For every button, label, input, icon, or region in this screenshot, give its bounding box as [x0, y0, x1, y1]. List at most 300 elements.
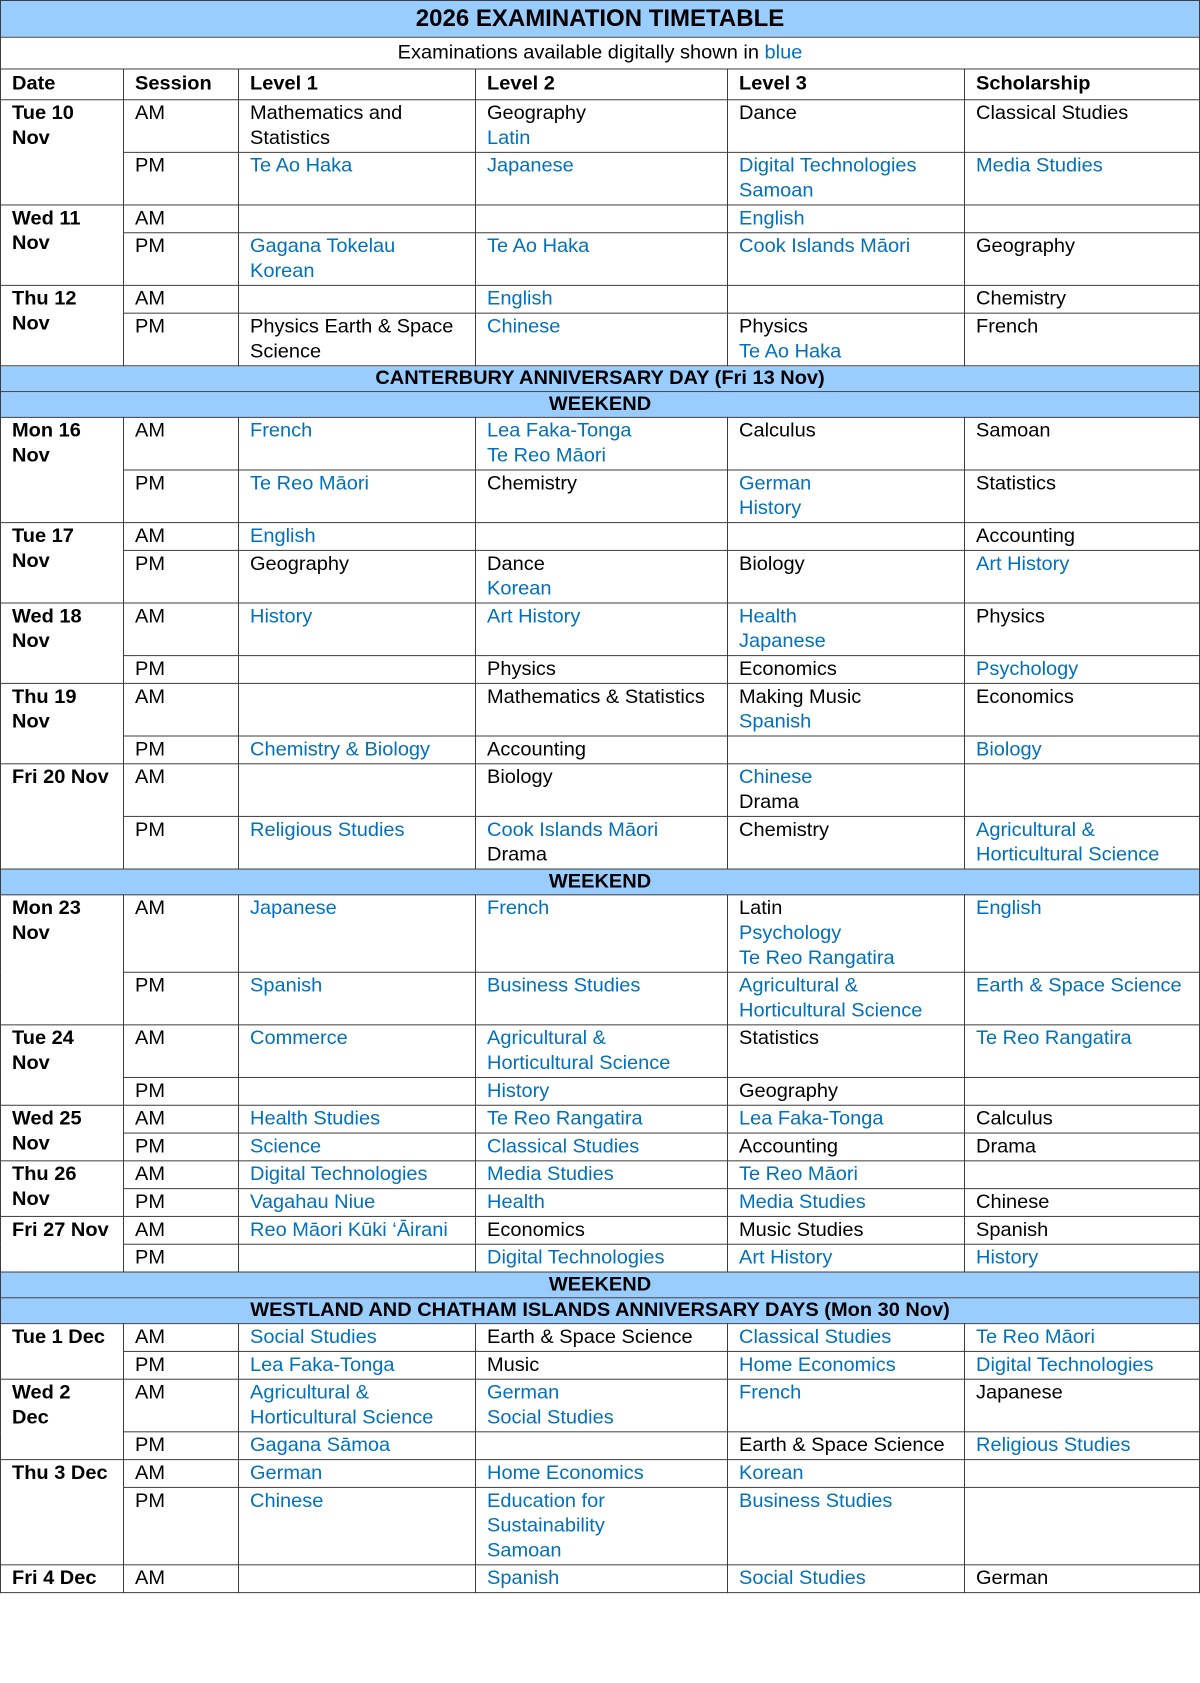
subject: Media Studies: [976, 154, 1103, 177]
subject: Agricultural & Horticultural Science: [250, 1381, 434, 1429]
date-cell: Tue 17 Nov: [1, 523, 124, 603]
subject: Te Reo Rangatira: [976, 1027, 1132, 1050]
subject: Latin: [739, 897, 783, 920]
subject: Accounting: [976, 525, 1075, 547]
date-cell: Mon 23 Nov: [1, 895, 124, 1025]
subject: German: [250, 1462, 323, 1484]
subject: Chemistry & Biology: [250, 738, 431, 761]
scholarship-cell: [965, 1244, 1200, 1272]
column-header-scholarship: Scholarship: [965, 69, 1200, 100]
banner-row: [1, 392, 1200, 418]
level3-cell: [728, 1565, 965, 1593]
level2-cell: [476, 1324, 728, 1352]
level2-cell: [476, 205, 728, 233]
subject: Japanese: [739, 630, 826, 653]
level1-cell: [239, 1324, 476, 1352]
subject: Biology: [487, 766, 553, 789]
level2-cell: [476, 1077, 728, 1105]
subject: French: [250, 419, 313, 442]
session-cell: AM: [124, 285, 239, 313]
subject: Art History: [739, 1246, 833, 1269]
level2-cell: [476, 1161, 728, 1189]
subject: Business Studies: [739, 1489, 893, 1512]
subject: Social Studies: [487, 1406, 614, 1429]
session-cell: PM: [124, 972, 239, 1025]
level3-cell: [728, 1487, 965, 1564]
subject: Making Music: [739, 685, 862, 708]
scholarship-cell: [965, 1189, 1200, 1217]
scholarship-cell: [965, 1565, 1200, 1593]
session-cell: PM: [124, 736, 239, 764]
level1-cell: [239, 683, 476, 736]
subject: Media Studies: [739, 1191, 866, 1213]
subject: Psychology: [976, 658, 1079, 680]
subject: Chinese: [739, 766, 813, 789]
scholarship-cell: [965, 205, 1200, 233]
subject: Te Ao Haka: [250, 154, 353, 177]
level2-cell: [476, 656, 728, 684]
subject: Classical Studies: [739, 1326, 892, 1348]
level2-cell: [476, 764, 728, 817]
scholarship-cell: [965, 1432, 1200, 1460]
level1-cell: [239, 603, 476, 656]
subject: Chemistry: [976, 287, 1067, 310]
subject: Gagana Tokelau: [250, 235, 396, 258]
session-row: [1, 550, 1200, 603]
level3-cell: [728, 205, 965, 233]
date-cell: Fri 20 Nov: [1, 764, 124, 869]
subject: Geography: [739, 1079, 838, 1102]
session-row: [1, 1432, 1200, 1460]
subject: Spanish: [976, 1218, 1049, 1241]
timetable-body: [1, 100, 1200, 1593]
subject: Geography: [487, 102, 586, 125]
level1-cell: [239, 470, 476, 523]
subject: Earth & Space Science: [739, 1434, 945, 1457]
subject: Te Reo Māori: [487, 444, 606, 467]
column-header-level3: Level 3: [728, 69, 965, 100]
column-header-date: Date: [1, 69, 124, 100]
session-cell: PM: [124, 656, 239, 684]
session-cell: AM: [124, 1565, 239, 1593]
date-cell: Wed 18 Nov: [1, 603, 124, 683]
level2-cell: [476, 100, 728, 153]
level2-cell: [476, 233, 728, 286]
session-cell: PM: [124, 1133, 239, 1161]
level1-cell: [239, 1244, 476, 1272]
page-title: 2026 EXAMINATION TIMETABLE: [1, 0, 1200, 37]
session-row: [1, 1105, 1200, 1133]
session-row: [1, 1216, 1200, 1244]
date-cell: Tue 24 Nov: [1, 1025, 124, 1105]
session-row: [1, 523, 1200, 551]
level3-cell: [728, 550, 965, 603]
banner-text: WEEKEND: [1, 392, 1200, 418]
scholarship-cell: [965, 656, 1200, 684]
scholarship-cell: [965, 1216, 1200, 1244]
scholarship-cell: [965, 1025, 1200, 1078]
level2-cell: [476, 523, 728, 551]
subject: Dance: [739, 102, 797, 125]
level3-cell: [728, 1216, 965, 1244]
subject: Korean: [739, 1462, 804, 1484]
level3-cell: [728, 417, 965, 470]
subject: Te Reo Rangatira: [487, 1107, 643, 1130]
session-cell: AM: [124, 205, 239, 233]
date-cell: Mon 16 Nov: [1, 417, 124, 522]
date-cell: Fri 4 Dec: [1, 1565, 124, 1593]
subject: Accounting: [739, 1135, 838, 1158]
level3-cell: [728, 603, 965, 656]
banner-row: [1, 366, 1200, 392]
session-cell: AM: [124, 1105, 239, 1133]
subject: Commerce: [250, 1027, 348, 1050]
subject: History: [250, 605, 313, 628]
subject: Music Studies: [739, 1218, 864, 1241]
level1-cell: [239, 816, 476, 869]
session-cell: AM: [124, 1460, 239, 1488]
subject: Physics: [739, 315, 808, 338]
subject: Samoan: [976, 419, 1051, 442]
level1-cell: [239, 550, 476, 603]
subject: Agricultural & Horticultural Science: [739, 974, 923, 1022]
subject: Chinese: [487, 315, 561, 338]
session-row: [1, 100, 1200, 153]
level3-cell: [728, 1105, 965, 1133]
session-cell: AM: [124, 417, 239, 470]
level2-cell: [476, 1105, 728, 1133]
subtitle-highlight: blue: [764, 41, 803, 64]
level2-cell: [476, 1216, 728, 1244]
level3-cell: [728, 1324, 965, 1352]
subject: Drama: [976, 1135, 1037, 1158]
subject: History: [739, 497, 802, 520]
level3-cell: [728, 152, 965, 205]
level1-cell: [239, 1025, 476, 1078]
column-header-session: Session: [124, 69, 239, 100]
scholarship-cell: [965, 417, 1200, 470]
subject: Te Ao Haka: [487, 235, 590, 258]
subject: Spanish: [739, 710, 812, 733]
subject: Vagahau Niue: [250, 1191, 376, 1213]
subject: Drama: [739, 791, 800, 813]
level2-cell: [476, 1025, 728, 1078]
date-cell: Thu 3 Dec: [1, 1460, 124, 1565]
scholarship-cell: [965, 736, 1200, 764]
level2-cell: [476, 1565, 728, 1593]
banner-text: WESTLAND AND CHATHAM ISLANDS ANNIVERSARY DAYS (Mon 30 Nov): [1, 1298, 1200, 1324]
subject: French: [976, 315, 1039, 338]
session-row: [1, 656, 1200, 684]
subject: German: [739, 472, 812, 495]
subject: Home Economics: [487, 1462, 644, 1484]
subject: Geography: [250, 552, 349, 575]
subject: Agricultural & Horticultural Science: [976, 818, 1160, 866]
scholarship-cell: [965, 152, 1200, 205]
scholarship-cell: [965, 1460, 1200, 1488]
session-row: [1, 205, 1200, 233]
subject: Economics: [739, 658, 837, 680]
subject: Digital Technologies: [739, 154, 917, 177]
session-cell: PM: [124, 152, 239, 205]
session-row: [1, 1077, 1200, 1105]
subject: Geography: [976, 235, 1075, 258]
session-cell: AM: [124, 1161, 239, 1189]
banner-row: [1, 1298, 1200, 1324]
subject: German: [976, 1567, 1049, 1590]
level1-cell: [239, 1379, 476, 1432]
level3-cell: [728, 1432, 965, 1460]
session-cell: AM: [124, 1216, 239, 1244]
scholarship-cell: [965, 470, 1200, 523]
subject: Calculus: [739, 419, 816, 442]
subject: Classical Studies: [487, 1135, 640, 1158]
subject: Chinese: [976, 1191, 1050, 1213]
subject: Digital Technologies: [487, 1246, 665, 1269]
level1-cell: [239, 1460, 476, 1488]
session-row: [1, 233, 1200, 286]
banner-row: [1, 869, 1200, 895]
level2-cell: [476, 1487, 728, 1564]
session-row: [1, 1133, 1200, 1161]
scholarship-cell: [965, 1324, 1200, 1352]
session-row: [1, 1244, 1200, 1272]
session-row: [1, 764, 1200, 817]
scholarship-cell: [965, 764, 1200, 817]
scholarship-cell: [965, 1487, 1200, 1564]
level1-cell: [239, 1565, 476, 1593]
session-row: [1, 603, 1200, 656]
subject: Physics Earth & Space Science: [250, 315, 454, 363]
scholarship-cell: [965, 1379, 1200, 1432]
subject: Physics: [976, 605, 1045, 628]
subject: Media Studies: [487, 1163, 614, 1186]
date-cell: Thu 26 Nov: [1, 1161, 124, 1217]
session-cell: PM: [124, 470, 239, 523]
subject: Art History: [976, 552, 1070, 575]
banner-text: CANTERBURY ANNIVERSARY DAY (Fri 13 Nov): [1, 366, 1200, 392]
subject: Mathematics & Statistics: [487, 685, 705, 708]
level2-cell: [476, 470, 728, 523]
subtitle: [1, 37, 1200, 69]
level2-cell: [476, 1351, 728, 1379]
level1-cell: [239, 1077, 476, 1105]
subject: Te Reo Rangatira: [739, 946, 895, 969]
level2-cell: [476, 313, 728, 366]
subject: Home Economics: [739, 1353, 896, 1376]
scholarship-cell: [965, 1133, 1200, 1161]
session-cell: PM: [124, 233, 239, 286]
session-cell: PM: [124, 1189, 239, 1217]
subject: Physics: [487, 658, 556, 680]
level3-cell: [728, 470, 965, 523]
subject: Health Studies: [250, 1107, 381, 1130]
level1-cell: [239, 1216, 476, 1244]
session-cell: AM: [124, 1025, 239, 1078]
level2-cell: [476, 1379, 728, 1432]
subject: Mathematics and Statistics: [250, 102, 403, 149]
session-row: [1, 895, 1200, 972]
subject: Japanese: [976, 1381, 1063, 1404]
subject: Korean: [487, 577, 552, 600]
session-row: [1, 1351, 1200, 1379]
session-row: [1, 816, 1200, 869]
level2-cell: [476, 816, 728, 869]
subject: Japanese: [487, 154, 574, 177]
session-cell: AM: [124, 523, 239, 551]
level2-cell: [476, 1189, 728, 1217]
subtitle-text: Examinations available digitally shown in: [397, 41, 759, 64]
level1-cell: [239, 417, 476, 470]
subject: Earth & Space Science: [487, 1326, 693, 1348]
subject: Agricultural & Horticultural Science: [487, 1027, 671, 1074]
subject: Te Reo Māori: [739, 1163, 858, 1186]
level3-cell: [728, 1351, 965, 1379]
session-row: [1, 152, 1200, 205]
date-cell: Wed 2 Dec: [1, 1379, 124, 1459]
scholarship-cell: [965, 816, 1200, 869]
level2-cell: [476, 1133, 728, 1161]
level1-cell: [239, 972, 476, 1025]
subject: Earth & Space Science: [976, 974, 1182, 997]
session-row: [1, 683, 1200, 736]
level3-cell: [728, 764, 965, 817]
scholarship-cell: [965, 683, 1200, 736]
session-cell: AM: [124, 895, 239, 972]
subject: Business Studies: [487, 974, 641, 997]
session-row: [1, 1161, 1200, 1189]
banner-row: [1, 1272, 1200, 1298]
subject: Social Studies: [250, 1326, 377, 1348]
level1-cell: [239, 100, 476, 153]
session-cell: PM: [124, 816, 239, 869]
level1-cell: [239, 1133, 476, 1161]
level1-cell: [239, 1105, 476, 1133]
banner-text: WEEKEND: [1, 1272, 1200, 1298]
session-cell: AM: [124, 100, 239, 153]
subject: Lea Faka-Tonga: [739, 1107, 884, 1130]
session-row: [1, 972, 1200, 1025]
subject: Education for Sustainability: [487, 1489, 605, 1537]
session-cell: AM: [124, 603, 239, 656]
subject: History: [487, 1079, 550, 1102]
session-cell: AM: [124, 683, 239, 736]
subject: Chinese: [250, 1489, 324, 1512]
level1-cell: [239, 1189, 476, 1217]
subject: English: [487, 287, 553, 310]
subject: Chemistry: [739, 818, 830, 841]
subject: Religious Studies: [250, 818, 405, 841]
subject: Korean: [250, 260, 315, 282]
level3-cell: [728, 233, 965, 286]
session-row: [1, 1460, 1200, 1488]
level2-cell: [476, 1244, 728, 1272]
banner-text: WEEKEND: [1, 869, 1200, 895]
subject: Art History: [487, 605, 581, 628]
scholarship-cell: [965, 895, 1200, 972]
subject: Digital Technologies: [250, 1163, 428, 1186]
subject: Statistics: [739, 1027, 820, 1050]
scholarship-cell: [965, 972, 1200, 1025]
session-row: [1, 1189, 1200, 1217]
level3-cell: [728, 285, 965, 313]
subject: Reo Māori Kūki ‘Āirani: [250, 1218, 448, 1241]
level1-cell: [239, 523, 476, 551]
subject: Cook Islands Māori: [739, 235, 911, 258]
level3-cell: [728, 1077, 965, 1105]
session-cell: AM: [124, 764, 239, 817]
level3-cell: [728, 100, 965, 153]
level2-cell: [476, 895, 728, 972]
session-cell: PM: [124, 1077, 239, 1105]
date-cell: Tue 1 Dec: [1, 1324, 124, 1380]
subject: Samoan: [739, 179, 814, 202]
subject: Economics: [487, 1218, 585, 1241]
scholarship-cell: [965, 233, 1200, 286]
date-cell: Thu 19 Nov: [1, 683, 124, 763]
session-row: [1, 1487, 1200, 1564]
subject: Digital Technologies: [976, 1353, 1154, 1376]
level2-cell: [476, 603, 728, 656]
level1-cell: [239, 736, 476, 764]
level3-cell: [728, 1189, 965, 1217]
level3-cell: [728, 1460, 965, 1488]
subject: Religious Studies: [976, 1434, 1131, 1457]
level2-cell: [476, 736, 728, 764]
scholarship-cell: [965, 313, 1200, 366]
level1-cell: [239, 1432, 476, 1460]
session-row: [1, 1025, 1200, 1078]
subject: Biology: [739, 552, 805, 575]
date-cell: Fri 27 Nov: [1, 1216, 124, 1272]
subject: Te Reo Māori: [250, 472, 369, 495]
level1-cell: [239, 313, 476, 366]
subject: Calculus: [976, 1107, 1053, 1130]
level3-cell: [728, 313, 965, 366]
subject: German: [487, 1381, 560, 1404]
subject: Drama: [487, 843, 548, 866]
session-cell: PM: [124, 1487, 239, 1564]
level3-cell: [728, 1244, 965, 1272]
level2-cell: [476, 550, 728, 603]
subject: Statistics: [976, 472, 1057, 495]
subject: Health: [487, 1191, 545, 1213]
subject: Lea Faka-Tonga: [487, 419, 632, 442]
session-row: [1, 736, 1200, 764]
subject: Te Reo Māori: [976, 1326, 1095, 1348]
level3-cell: [728, 736, 965, 764]
level1-cell: [239, 764, 476, 817]
scholarship-cell: [965, 1105, 1200, 1133]
subject: French: [739, 1381, 802, 1404]
level3-cell: [728, 1379, 965, 1432]
subject: Te Ao Haka: [739, 340, 842, 363]
session-row: [1, 1565, 1200, 1593]
date-cell: Tue 10 Nov: [1, 100, 124, 205]
level3-cell: [728, 656, 965, 684]
session-row: [1, 1324, 1200, 1352]
scholarship-cell: [965, 285, 1200, 313]
session-row: [1, 285, 1200, 313]
level2-cell: [476, 1432, 728, 1460]
subject: Latin: [487, 127, 531, 149]
level1-cell: [239, 895, 476, 972]
subject: Spanish: [250, 974, 323, 997]
subject: English: [976, 897, 1042, 920]
column-header-level1: Level 1: [239, 69, 476, 100]
level1-cell: [239, 233, 476, 286]
level2-cell: [476, 1460, 728, 1488]
